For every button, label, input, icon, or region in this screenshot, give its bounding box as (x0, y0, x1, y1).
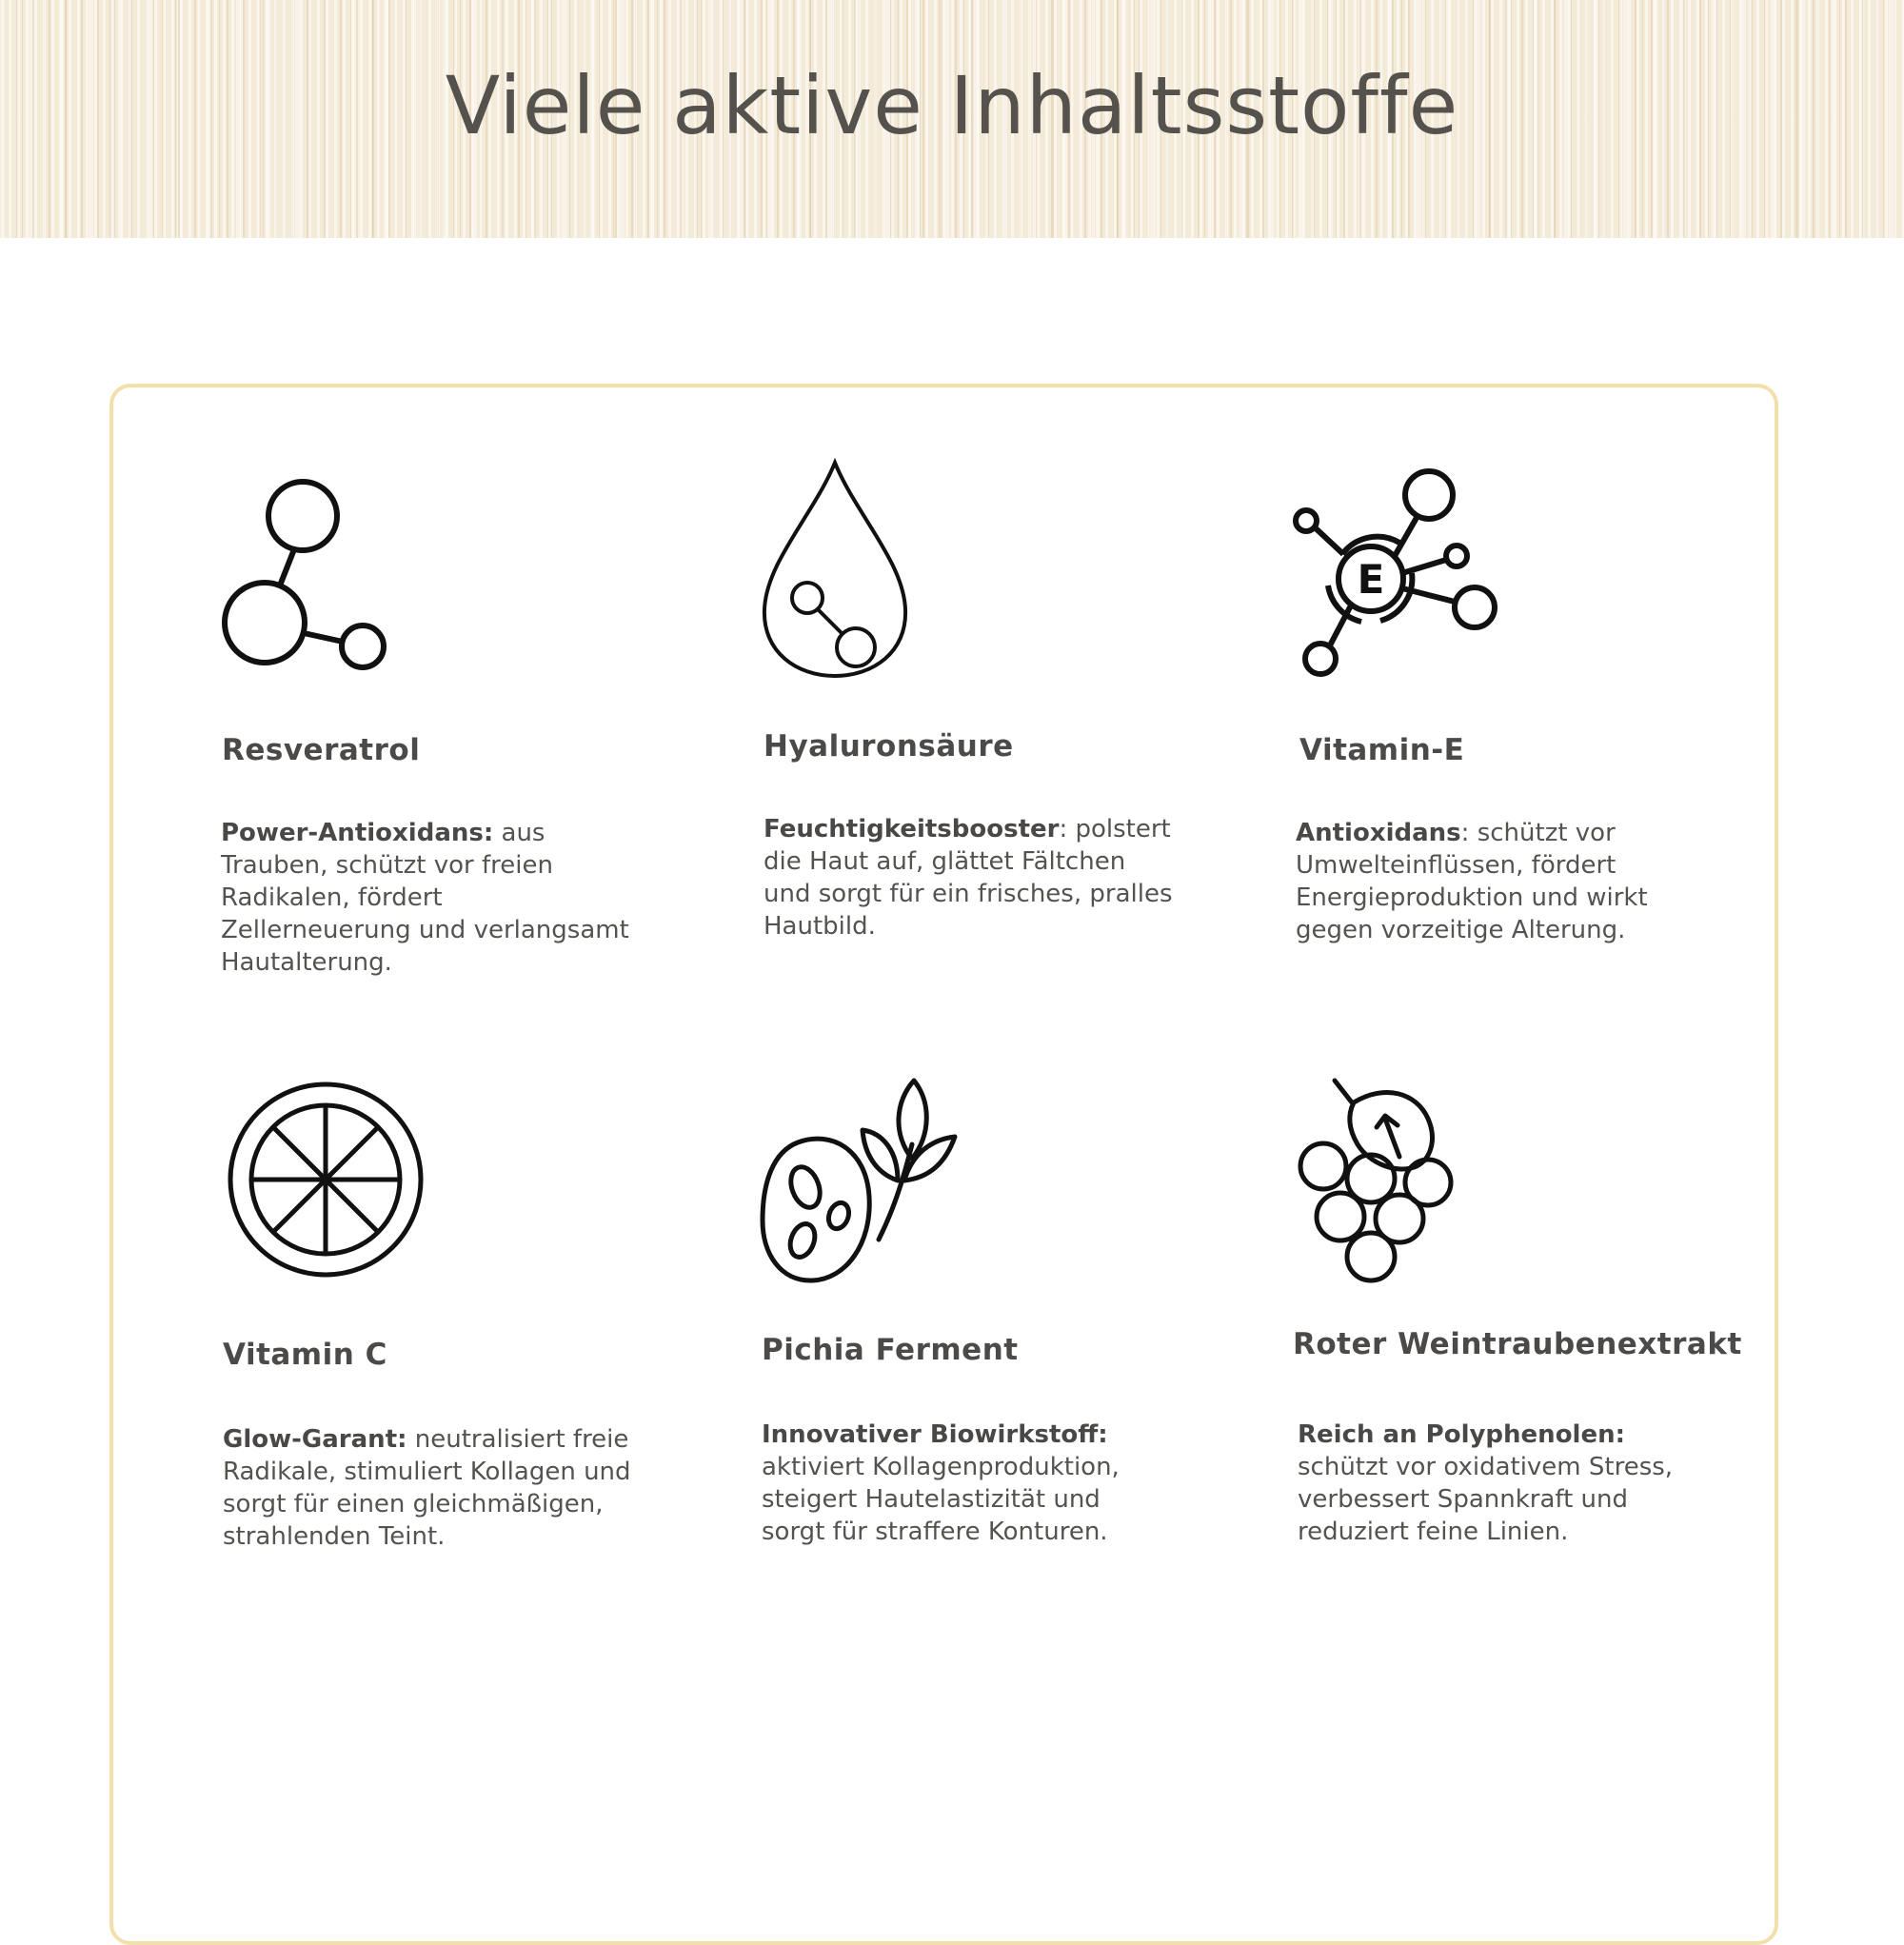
ingredient-text: : polstert die Haut auf, glättet Fältchen und sorgt für ein frisches, pralles Hautbild. (764, 815, 1173, 941)
grapes-icon (1295, 1076, 1466, 1285)
ingredient-description (1296, 817, 1705, 946)
ingredient-lead: Reich an Polyphenolen: (1298, 1420, 1626, 1449)
ingredient-text: schützt vor oxidativem Stress, verbessert Spannkraft und reduziert feine Linien. (1298, 1453, 1674, 1546)
ingredient-text: : schützt vor Umwelteinflüssen, fördert Energieproduktion und wirkt gegen vorzeitige Alterung. (1296, 819, 1648, 944)
page-title: Viele aktive Inhaltsstoffe (445, 59, 1459, 152)
ingredient-lead: Glow-Garant: (223, 1425, 407, 1454)
ingredient-text: neutralisiert freie Radikale, stimuliert Kollagen und sorgt für einen gleichmäßigen, strahlenden Teint. (223, 1425, 631, 1551)
ingredient-description (223, 1423, 632, 1553)
ingredient-title: Roter Weintraubenextrakt (1293, 1327, 1742, 1361)
svg-text:E: E (1357, 556, 1385, 603)
ingredient-title: Hyaluronsäure (764, 729, 1014, 764)
ingredient-text: aus Trauben, schützt vor freien Radikalen, fördert Zellerneuerung und verlangsamt Hautalterung. (221, 819, 629, 977)
ingredient-text: aktiviert Kollagenproduktion, steigert Hautelastizität und sorgt für straffere Konturen. (762, 1453, 1120, 1546)
citrus-slice-icon (226, 1080, 426, 1280)
wood-texture-header (0, 0, 1904, 238)
ingredient-title: Vitamin-E (1299, 733, 1465, 767)
vitamin-e-molecule-icon (1290, 466, 1509, 681)
ingredient-description (1298, 1419, 1707, 1548)
ingredient-lead: Power-Antioxidans: (221, 819, 494, 847)
ingredient-description (221, 817, 630, 979)
ferment-leaf-icon (760, 1078, 964, 1287)
ingredient-lead: Feuchtigkeitsbooster (764, 815, 1060, 843)
ingredient-title: Pichia Ferment (762, 1333, 1019, 1367)
ingredient-lead: Innovativer Biowirkstoff: (762, 1420, 1108, 1449)
ingredient-title: Vitamin C (223, 1338, 387, 1372)
ingredient-lead: Antioxidans (1296, 819, 1461, 847)
ingredient-description (764, 813, 1173, 943)
water-drop-molecule-icon (757, 457, 919, 681)
ingredient-description (762, 1419, 1171, 1548)
ingredient-title: Resveratrol (222, 733, 421, 767)
molecule-icon (221, 468, 392, 678)
